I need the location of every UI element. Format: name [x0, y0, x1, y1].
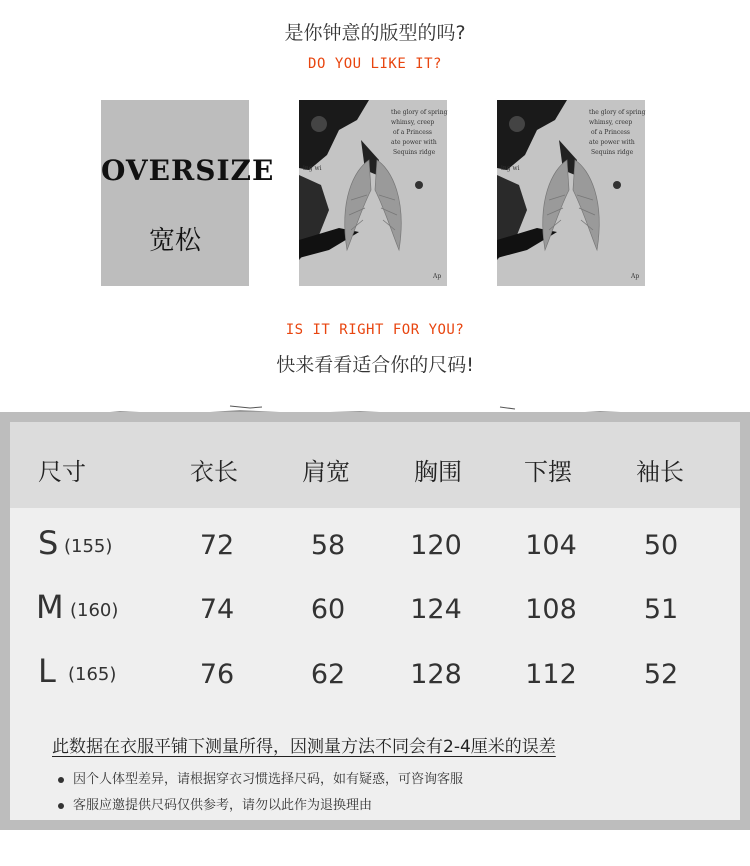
oversize-label: OVERSIZE	[101, 154, 275, 187]
cell-hem: 108	[525, 594, 577, 625]
page-en-title: DO YOU LIKE IT?	[308, 56, 442, 72]
size-table-header	[10, 422, 740, 508]
header-hem: 下摆	[524, 458, 572, 486]
cell-sleeve: 51	[643, 594, 679, 625]
svg-text:ing wi: ing wi	[501, 165, 520, 172]
header-chest: 胸围	[414, 458, 462, 486]
svg-text:ing wi: ing wi	[303, 165, 322, 172]
svg-text:whimsy, creep: whimsy, creep	[589, 119, 633, 126]
size-height: (165)	[68, 664, 117, 685]
size-table	[0, 412, 750, 830]
size-height: (160)	[70, 600, 119, 621]
header-size: 尺寸	[38, 458, 86, 486]
cell-chest: 124	[410, 594, 462, 625]
size-letter: M	[36, 588, 64, 626]
svg-text:of a Princess: of a Princess	[591, 129, 630, 136]
header-sleeve: 袖长	[636, 458, 684, 486]
wings-artwork-svg	[299, 100, 447, 286]
cell-chest: 120	[410, 530, 462, 561]
note-bullet	[58, 768, 463, 787]
svg-text:Sequins ridge: Sequins ridge	[393, 149, 436, 156]
svg-text:ate power with: ate power with	[589, 139, 635, 146]
note-bullet-text: 因个人体型差异，请根据穿衣习惯选择尺码，如有疑惑，可咨询客服	[73, 772, 464, 787]
svg-text:the glory of spring: the glory of spring	[391, 109, 448, 116]
size-letter: L	[38, 652, 56, 690]
cell-length: 72	[199, 530, 235, 561]
svg-text:Ap: Ap	[433, 273, 442, 280]
cell-sleeve: 50	[643, 530, 679, 561]
svg-text:the glory of spring: the glory of spring	[589, 109, 646, 116]
svg-text:Ap: Ap	[631, 273, 640, 280]
cell-length: 76	[199, 659, 235, 690]
cell-chest: 128	[410, 659, 462, 690]
cell-shoulder: 60	[310, 594, 346, 625]
note-bullet	[58, 794, 372, 813]
cell-shoulder: 58	[310, 530, 346, 561]
wings-artwork-image-2	[497, 100, 645, 286]
header-shoulder: 肩宽	[302, 458, 350, 486]
bullet-dot-icon	[58, 803, 64, 809]
oversize-tile	[101, 100, 275, 286]
section-cn-title: 快来看看适合你的尺码!	[276, 354, 474, 376]
svg-text:ate power with: ate power with	[391, 139, 437, 146]
wings-artwork-image	[299, 100, 447, 286]
cell-length: 74	[199, 594, 235, 625]
cell-sleeve: 52	[643, 659, 679, 690]
cell-hem: 104	[525, 530, 577, 561]
header-length: 衣长	[190, 458, 238, 486]
cell-hem: 112	[525, 659, 577, 690]
measurement-note: 此数据在衣服平铺下测量所得，因测量方法不同会有2-4厘米的误差	[52, 737, 556, 757]
size-height: (155)	[64, 536, 113, 557]
svg-text:whimsy, creep: whimsy, creep	[391, 119, 435, 126]
bullet-dot-icon	[58, 777, 64, 783]
wings-artwork-svg-2	[497, 100, 645, 286]
svg-text:of a Princess: of a Princess	[393, 129, 432, 136]
size-letter: S	[38, 524, 59, 562]
section-en-title: IS IT RIGHT FOR YOU?	[285, 322, 465, 338]
note-bullet-text: 客服应邀提供尺码仅供参考，请勿以此作为退换理由	[73, 798, 373, 813]
page-cn-title: 是你钟意的版型的吗?	[284, 22, 466, 44]
cell-shoulder: 62	[310, 659, 346, 690]
svg-text:Sequins ridge: Sequins ridge	[591, 149, 634, 156]
size-table-inner	[10, 422, 740, 820]
loose-fit-label: 宽松	[148, 226, 201, 256]
